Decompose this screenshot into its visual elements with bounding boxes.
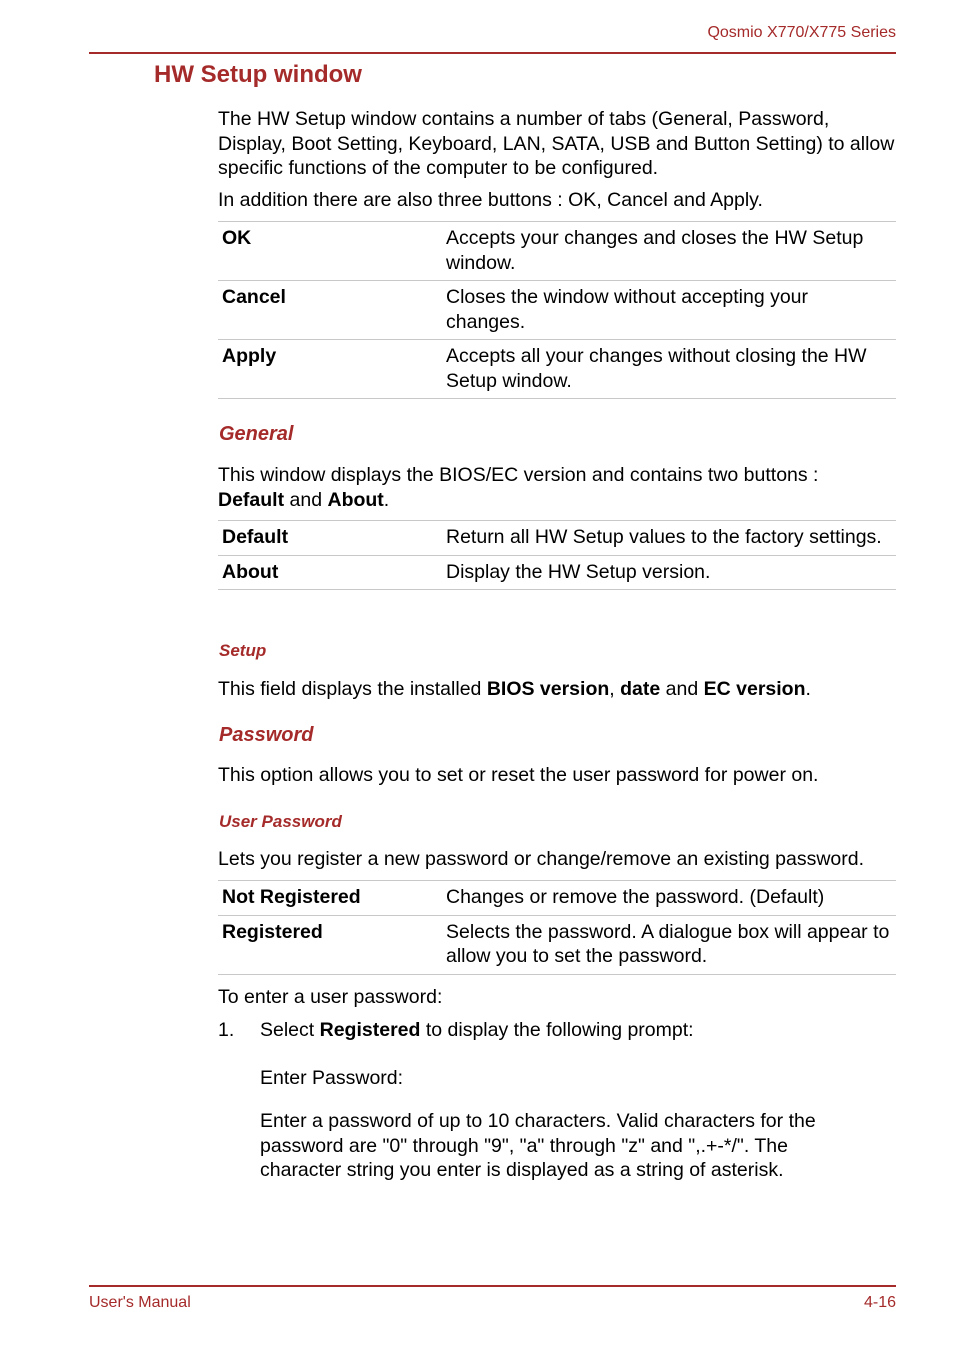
- table-row: [218, 881, 896, 916]
- setup-t2: ,: [609, 678, 615, 700]
- general-text: This window displays the BIOS/EC version and contains two buttons :: [218, 464, 819, 486]
- section-title: HW Setup window: [154, 61, 362, 88]
- footer-manual-label: User's Manual: [89, 1294, 191, 1311]
- setup-t4: .: [805, 678, 811, 700]
- desc-default: Return all HW Setup values to the factory settings.: [446, 521, 896, 556]
- prompt-description: Enter a password of up to 10 characters. Valid characters for the password are "0" through "9", "a" through "z" and ",.+-*/". The character string you enter is displayed as a string of asterisk.: [260, 1110, 816, 1181]
- table-row: [218, 915, 896, 974]
- desc-cancel: Closes the window without accepting your changes.: [446, 281, 896, 340]
- step-t2: to display the following prompt:: [425, 1019, 694, 1041]
- intro-paragraph: The HW Setup window contains a number of tabs (General, Password, Display, Boot Setting, Keyboard, LAN, SATA, USB and Button Setting) to allow specific functions of the computer to be configured.: [218, 108, 895, 179]
- term-ok: OK: [218, 222, 446, 281]
- table-row: [218, 281, 896, 340]
- term-not-registered: Not Registered: [218, 881, 446, 916]
- term-about: About: [218, 555, 446, 590]
- term-default: Default: [218, 521, 446, 556]
- table-row: [218, 222, 896, 281]
- setup-t3: and: [665, 678, 699, 700]
- general-table: [218, 520, 896, 590]
- setup-paragraph: [218, 677, 898, 702]
- page-number: 4-16: [863, 1294, 896, 1311]
- term-cancel: Cancel: [218, 281, 446, 340]
- setup-b2: date: [620, 678, 661, 700]
- desc-apply: Accepts all your changes without closing the HW Setup window.: [446, 340, 896, 399]
- setup-b3: EC version: [703, 678, 806, 700]
- general-paragraph: [218, 463, 898, 512]
- header-rule: [89, 52, 896, 54]
- desc-about: Display the HW Setup version.: [446, 555, 896, 590]
- buttons-intro: In addition there are also three buttons : OK, Cancel and Apply.: [218, 189, 763, 211]
- running-header: Qosmio X770/X775 Series: [707, 24, 896, 41]
- desc-ok: Accepts your changes and closes the HW Setup window.: [446, 222, 896, 281]
- step-t1: Select: [260, 1019, 315, 1041]
- password-heading: Password: [219, 724, 314, 746]
- step-bold: Registered: [319, 1019, 421, 1041]
- term-registered: Registered: [218, 915, 446, 974]
- desc-registered: Selects the password. A dialogue box will appear to allow you to set the password.: [446, 915, 896, 974]
- footer-rule: [89, 1285, 896, 1287]
- user-password-heading: User Password: [219, 812, 342, 831]
- password-paragraph: This option allows you to set or reset the user password for power on.: [218, 764, 819, 786]
- term-apply: Apply: [218, 340, 446, 399]
- user-password-paragraph: Lets you register a new password or change/remove an existing password.: [218, 848, 865, 870]
- table-row: [218, 340, 896, 399]
- setup-t1: This field displays the installed: [218, 678, 482, 700]
- table-row: [218, 521, 896, 556]
- setup-heading: Setup: [219, 641, 267, 660]
- general-heading: General: [219, 423, 294, 445]
- prompt-label: Enter Password:: [260, 1067, 404, 1089]
- desc-not-registered: Changes or remove the password. (Default): [446, 881, 896, 916]
- general-bold-about: About: [327, 488, 384, 511]
- user-password-table: [218, 880, 896, 975]
- table-row: [218, 555, 896, 590]
- setup-b1: BIOS version: [486, 678, 610, 700]
- general-end: .: [383, 488, 390, 511]
- buttons-table: [218, 221, 896, 399]
- step-text: [260, 1018, 694, 1043]
- step-number: 1.: [218, 1019, 235, 1041]
- enter-intro: To enter a user password:: [218, 986, 443, 1008]
- general-and: and: [289, 488, 323, 511]
- general-bold-default: Default: [218, 488, 285, 511]
